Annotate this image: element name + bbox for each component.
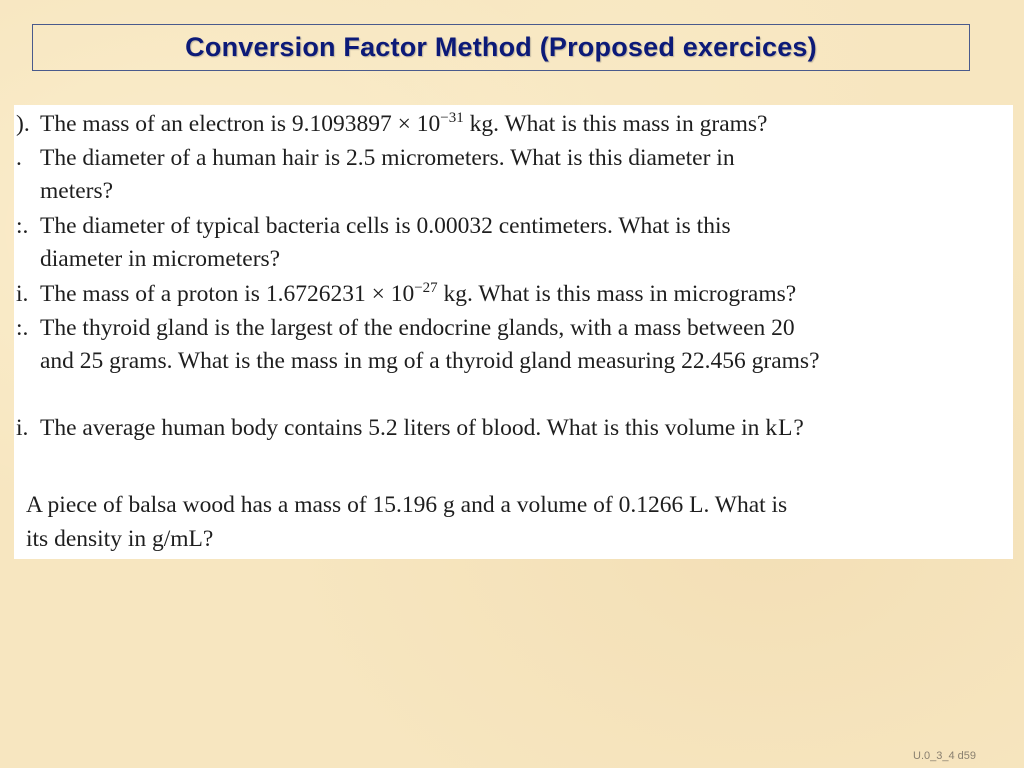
exponent: −27	[414, 280, 438, 296]
exercise-marker: ).	[16, 111, 30, 137]
exercise-2-line-2: meters?	[40, 178, 114, 204]
exercise-6-text-end: ?	[793, 415, 804, 441]
exercise-4-text: The mass of a proton is 1.6726231 × 10	[40, 281, 415, 307]
exercise-1-text-end: kg. What is this mass in grams?	[463, 111, 768, 137]
exponent: −31	[440, 110, 464, 126]
exercise-marker: i.	[16, 281, 29, 307]
exercise-5-line-1: The thyroid gland is the largest of the endocrine glands, with a mass between 20	[40, 315, 795, 341]
exercise-5-line-2: and 25 grams. What is the mass in mg of a thyroid gland measuring 22.456 grams?	[40, 348, 820, 374]
slide-title: Conversion Factor Method (Proposed exercices)	[185, 32, 817, 62]
exercise-1-text: The mass of an electron is 9.1093897 × 10	[40, 111, 441, 137]
exercise-6-text: The average human body contains 5.2 liters of blood. What is this volume in	[40, 415, 766, 441]
exercise-marker: :.	[16, 315, 29, 341]
exercise-3-line-2: diameter in micrometers?	[40, 246, 281, 272]
handwritten-unit: kL	[765, 415, 794, 441]
exercise-3-line-1: The diameter of typical bacteria cells is 0.00032 centimeters. What is this	[40, 213, 731, 239]
exercise-4-text-end: kg. What is this mass in micrograms?	[437, 281, 797, 307]
title-box	[32, 24, 970, 71]
exercise-2-line-1: The diameter of a human hair is 2.5 micrometers. What is this diameter in	[40, 145, 735, 171]
slide-footer: U.0_3_4 d59	[913, 750, 976, 762]
exercise-7-continued: its density in g/mL?	[26, 526, 214, 552]
exercise-marker: .	[16, 145, 22, 171]
exercise-panel	[14, 105, 1013, 559]
exercise-marker: :.	[16, 213, 29, 239]
exercise-7: A piece of balsa wood has a mass of 15.196 g and a volume of 0.1266 L. What is	[26, 492, 788, 518]
exercise-marker: i.	[16, 415, 29, 441]
